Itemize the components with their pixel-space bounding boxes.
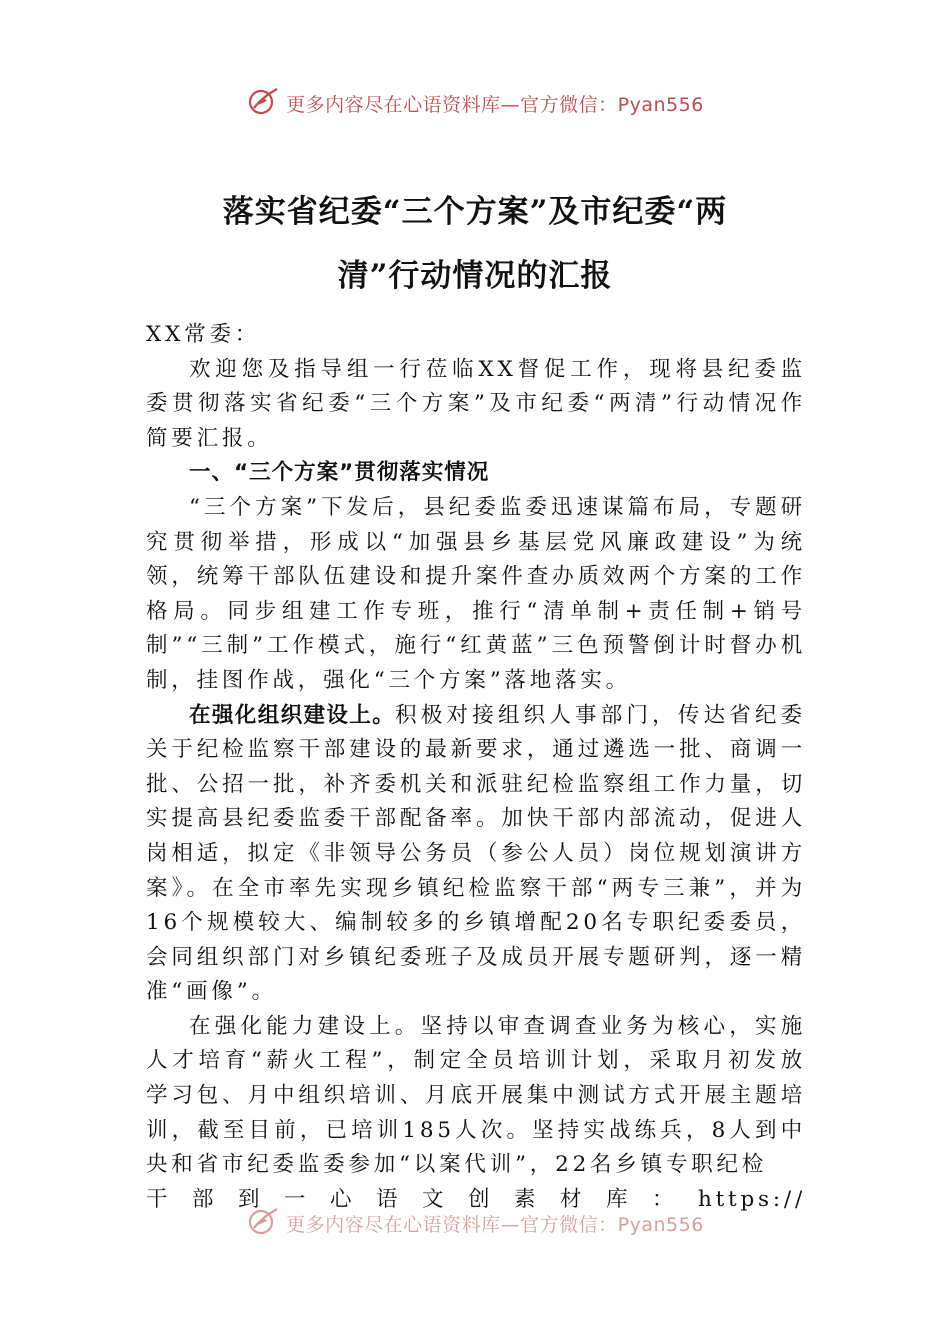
document-title (130, 180, 820, 308)
ability-building-paragraph: 在强化能力建设上。坚持以审查调查业务为核心，实施人才培育“薪火工程”，制定全员培训计划，采取月初发放学习包、月中组织培训、月底开展集中测试方式开展主题培训，截至目前，已培训185人次。坚持实战练兵，8人到中央和省市纪委监委参加“以案代训”，22名乡镇专职纪检 (146, 1013, 806, 1178)
title-line-2: 清”行动情况的汇报 (337, 258, 613, 294)
header-watermark (0, 88, 950, 123)
org-building-paragraph (146, 699, 806, 1010)
footer-watermark (0, 1208, 950, 1243)
org-building-lead: 在强化组织建设上。 (189, 702, 396, 728)
watermark-text: 更多内容尽在心语资料库—官方微信：Pyan556 (286, 1214, 704, 1236)
ability-building-last-line: 干部到一心语文创素材库：https:// (146, 1186, 806, 1212)
quill-seal-icon (246, 1206, 280, 1241)
watermark-text: 更多内容尽在心语资料库—官方微信：Pyan556 (286, 94, 704, 116)
org-building-body: 积极对接组织人事部门，传达省纪委关于纪检监察干部建设的最新要求，通过遴选一批、商调一批、公招一批，补齐委机关和派驻纪检监察组工作力量，切实提高县纪委监委干部配备率。加快干部内部流动，促进人岗相适，拟定《非领导公务员（参公人员）岗位规划演讲方案》。在全市率先实现乡镇纪检监察干部“两专三兼”，并为16个规模较大、编制较多的乡镇增配20名专职纪委委员，会同组织部门对乡镇纪委班子及成员开展专题研判，逐一精准“画像”。 (146, 702, 806, 1005)
title-line-1: 落实省纪委“三个方案”及市纪委“两 (222, 194, 728, 230)
intro-paragraph: 欢迎您及指导组一行莅临XX督促工作，现将县纪委监委贯彻落实省纪委“三个方案”及市纪委“两清”行动情况作简要汇报。 (146, 356, 806, 451)
salutation: XX常委： (146, 322, 261, 347)
section-paragraph: “三个方案”下发后，县纪委监委迅速谋篇布局，专题研究贯彻举措，形成以“加强县乡基层党风廉政建设”为统领，统筹干部队伍建设和提升案件查办质效两个方案的工作格局。同步组建工作专班，推行“清单制+责任制+销号制”“三制”工作模式，施行“红黄蓝”三色预警倒计时督办机制，挂图作战，强化“三个方案”落地落实。 (146, 494, 806, 693)
section-heading: 一、“三个方案”贯彻落实情况 (189, 460, 490, 486)
document-body (146, 318, 806, 1217)
quill-seal-icon (246, 86, 280, 121)
